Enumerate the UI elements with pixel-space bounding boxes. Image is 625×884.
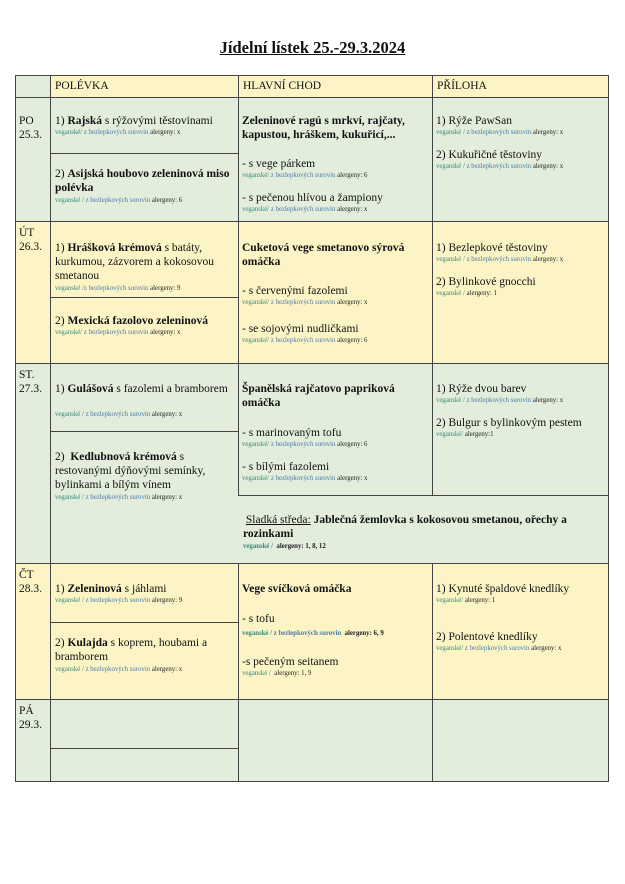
wed-soup-2: 2) Kedlubnová krémová s restovanými dýňovými semínky, bylinkami a bílým vínem [55,451,206,491]
thu-soup-2-meta: veganské / z bezlepkových surovin alergeny: x [55,666,183,673]
wed-side-2: 2) Bulgur s bylinkovým pestem [436,417,582,429]
day-thursday: ČT 28.3. [19,569,42,595]
thu-main-title: Vege svíčková omáčka [242,583,352,595]
wed-soup-2-meta: veganské / z bezlepkových surovin alergeny: x [55,494,183,501]
thu-main-opt2: -s pečeným seitanem [242,656,339,668]
header-soup: POLÉVKA [55,80,109,92]
day-wednesday: ST. 27.3. [19,369,42,395]
tue-side-1: 1) Bezlepkové těstoviny [436,242,548,254]
mon-main-opt2: - s pečenou hlívou a žampiony [242,192,383,204]
tue-side-2-meta: veganské / alergeny: 1 [436,290,497,297]
thu-soup-1-meta: veganské / z bezlepkových surovin alergeny: 9 [55,597,183,604]
row-friday [15,699,608,782]
wed-side-2-meta: veganské/ alergeny:1 [436,431,494,438]
tue-main-opt1: - s červenými fazolemi [242,285,348,297]
thu-side-1-meta: veganské/ alergeny: 1 [436,597,496,604]
tue-side-1-meta: veganské / z bezlepkových surovin alergeny: x [436,256,564,263]
tue-soup-2-meta: veganské/ z bezlepkových surovin alergeny: x [55,329,181,336]
mon-main-opt1: - s vege párkem [242,158,316,170]
wed-main-opt1-meta: veganské/ z bezlepkových surovin alergeny: 6 [242,441,368,448]
header-side: PŘÍLOHA [437,80,487,92]
tue-soup-1: 1) Hrášková krémová s batáty, kurkumou, zázvorem a kokosovou smetanou [55,242,215,282]
wed-main-opt2: - s bílými fazolemi [242,461,330,473]
wed-main-opt1: - s marinovaným tofu [242,427,342,439]
mon-soup-1: 1) Rajská s rýžovými těstovinami [55,115,213,127]
wed-side-1-meta: veganské / z bezlepkových surovin alergeny: x [436,397,564,404]
thu-main-opt2-meta: veganské / alergeny: 1, 9 [242,670,312,677]
wed-soup-1: 1) Gulášová s fazolemi a bramborem [55,383,228,395]
tue-side-2: 2) Bylinkové gnocchi [436,276,536,288]
wed-side-1: 1) Rýže dvou barev [436,383,527,395]
mon-side-1: 1) Rýže PawSan [436,115,513,127]
header-corner-cell [15,75,50,97]
tue-main-title: Cuketová vege smetanovo sýrová omáčka [242,242,405,268]
mon-soup-2: 2) Asijská houbovo zeleninová miso polévka [55,168,230,194]
tue-soup-2: 2) Mexická fazolovo zeleninová [55,315,208,327]
wed-sweet-meta: veganské / alergeny: 1, 8, 12 [243,543,326,550]
wed-sweet-wednesday: Sladká středa: Jablečná žemlovka s kokosovou smetanou, ořechy a rozinkami [243,514,567,540]
mon-side-1-meta: veganské / z bezlepkových surovin alergeny: x [436,129,564,136]
wed-soup-1-meta: veganské / z bezlepkových surovin alergeny: x [55,411,183,418]
mon-main-opt1-meta: veganské/ z bezlepkových surovin alergeny: 6 [242,172,368,179]
wed-main-opt2-meta: veganské/ z bezlepkových surovin alergeny: x [242,475,368,482]
tue-main-opt2: - se sojovými nudličkami [242,323,359,335]
thu-side-2-meta: veganské/ z bezlepkových surovin alergeny: x [436,645,562,652]
mon-main-opt2-meta: veganské/ z bezlepkových surovin alergeny: x [242,206,368,213]
wed-main-title: Španělská rajčatovo papriková omáčka [242,383,395,409]
day-monday: PO 25.3. [19,115,42,141]
tue-soup-1-meta: veganské /z bezlepkových surovin alergeny: 9 [55,285,181,292]
mon-side-2: 2) Kukuřičné těstoviny [436,149,543,161]
thu-side-2: 2) Polentové knedlíky [436,631,538,643]
mon-side-2-meta: veganské / z bezlepkových surovin alergeny: x [436,163,564,170]
mon-soup-1-meta: veganské/ z bezlepkových surovin alergeny: x [55,129,181,136]
mon-main-title: Zeleninové ragú s mrkví, rajčaty, kapustou, hráškem, kukuřicí,... [242,115,405,141]
tue-main-opt2-meta: veganské/ z bezlepkových surovin alergeny: 6 [242,337,368,344]
day-friday: PÁ 29.3. [19,705,42,731]
mon-soup-2-meta: veganské / z bezlepkových surovin alergeny: 6 [55,197,183,204]
tue-main-opt1-meta: veganské/ z bezlepkových surovin alergeny: x [242,299,368,306]
page-title: Jídelní lístek 25.-29.3.2024 [219,38,406,57]
day-tuesday: ÚT 26.3. [19,227,42,253]
thu-main-opt1-meta: veganské / z bezlepkových surovin alergeny: 6, 9 [242,630,384,637]
thu-main-opt1: - s tofu [242,613,275,625]
thu-soup-1: 1) Zeleninová s jáhlami [55,583,167,595]
thu-side-1: 1) Kynuté špaldové knedlíky [436,583,570,595]
thu-soup-2: 2) Kulajda s koprem, houbami a bramborem [55,637,208,663]
header-main: HLAVNÍ CHOD [243,80,322,92]
